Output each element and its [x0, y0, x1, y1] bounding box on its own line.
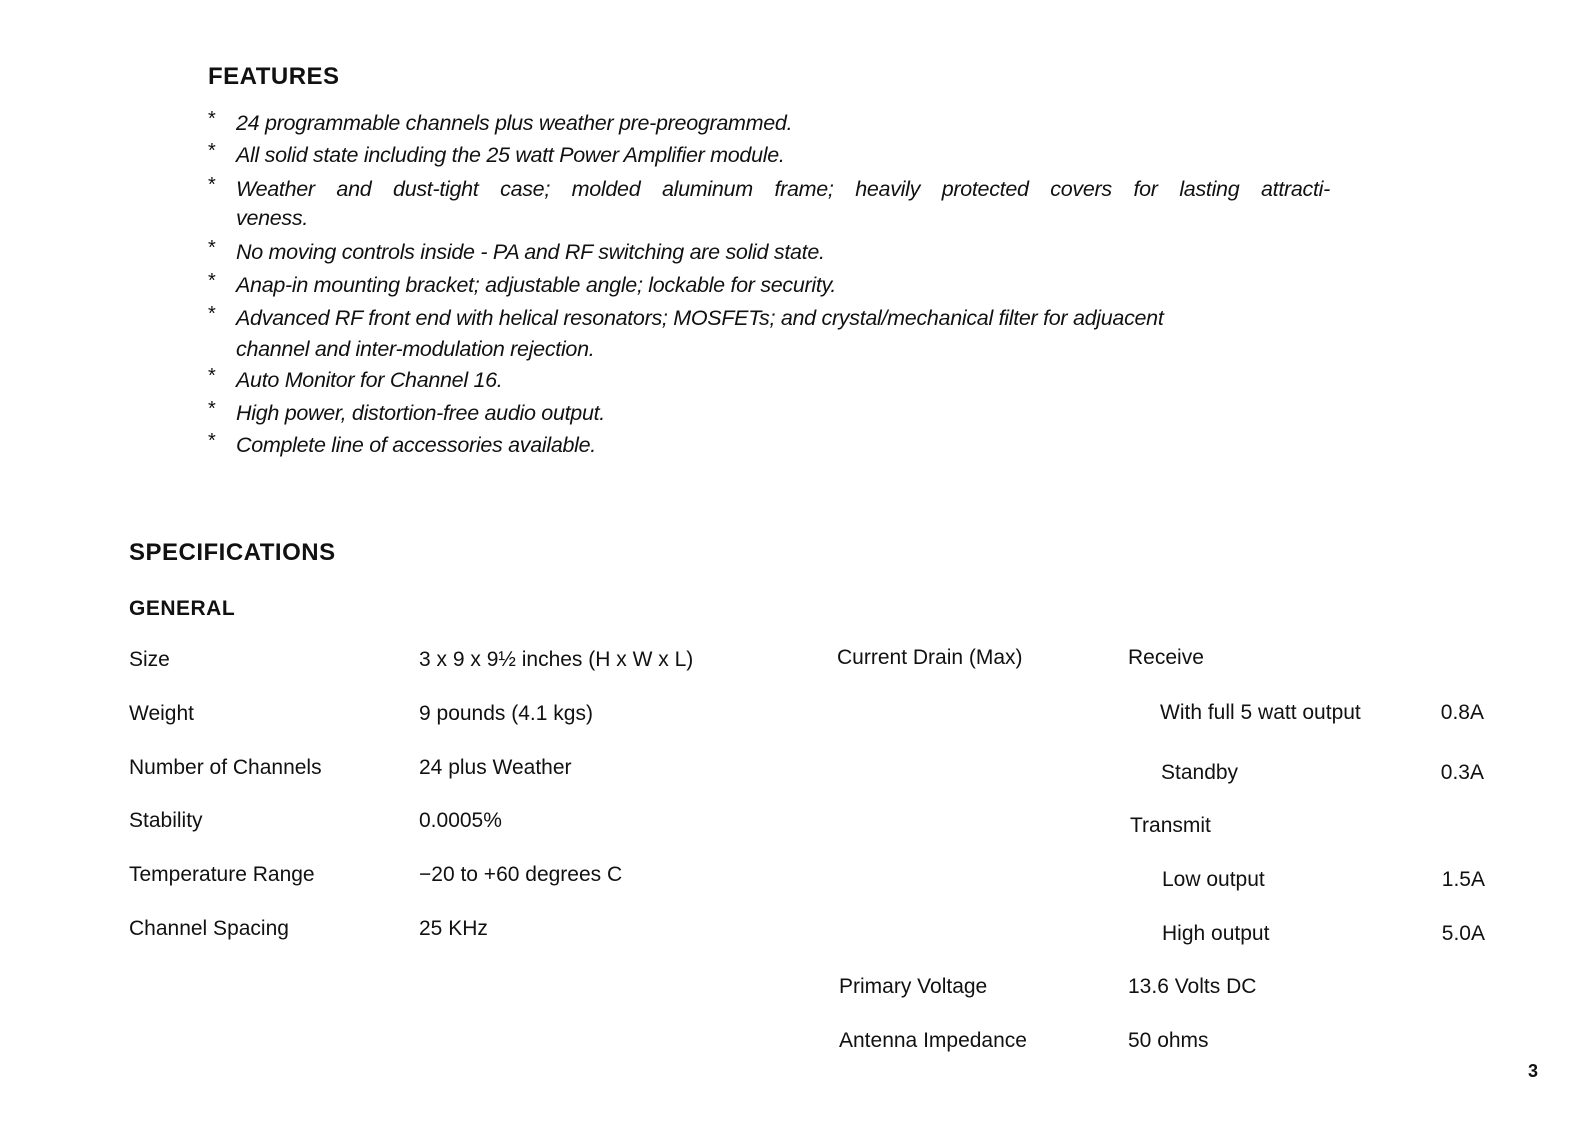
specifications-heading: SPECIFICATIONS [129, 539, 336, 566]
general-subheading: GENERAL [129, 597, 236, 620]
transmit-label: Transmit [1130, 814, 1211, 837]
spec-label: Channel Spacing [129, 917, 289, 940]
feature-item-line: Auto Monitor for Channel 16. [236, 368, 503, 392]
spec-sub-value: 5.0A [1441, 922, 1485, 945]
spec-value: 24 plus Weather [419, 756, 572, 779]
feature-item-line: All solid state including the 25 watt Power Amplifier module. [236, 143, 785, 167]
spec-sub-label: Standby [1161, 761, 1239, 784]
spec-label: Stability [129, 809, 203, 832]
spec-sub-value: 1.5A [1441, 868, 1485, 891]
feature-item-line: No moving controls inside - PA and RF switching are solid state. [236, 240, 825, 264]
feature-item-line: 24 programmable channels plus weather pre-preogrammed. [236, 111, 793, 135]
spec-value: 25 KHz [419, 917, 488, 940]
spec-value: 9 pounds (4.1 kgs) [419, 702, 593, 725]
page-number: 3 [1528, 1061, 1539, 1081]
receive-label: Receive [1128, 646, 1204, 669]
spec-label: Number of Channels [129, 756, 322, 779]
feature-item-line: veness. [236, 206, 308, 230]
bullet-icon: * [208, 174, 216, 196]
bullet-icon: * [208, 140, 216, 162]
spec-value: 3 x 9 x 9½ inches (H x W x L) [419, 648, 694, 671]
antenna-impedance-value: 50 ohms [1128, 1029, 1209, 1052]
spec-value: 0.0005% [419, 809, 502, 832]
primary-voltage-label: Primary Voltage [839, 975, 988, 998]
spec-label: Size [129, 648, 170, 671]
feature-item-line: High power, distortion-free audio output. [236, 401, 605, 425]
bullet-icon: * [208, 237, 216, 259]
spec-sub-value: 0.3A [1440, 761, 1484, 784]
bullet-icon: * [208, 270, 216, 292]
bullet-icon: * [208, 108, 216, 130]
bullet-icon: * [208, 365, 216, 387]
spec-label: Temperature Range [129, 863, 315, 886]
features-heading: FEATURES [208, 63, 340, 90]
feature-item-line: Complete line of accessories available. [236, 433, 596, 457]
bullet-icon: * [208, 398, 216, 420]
bullet-icon: * [208, 430, 216, 452]
feature-item-line: Weather and dust-tight case; molded aluminum frame; heavily protected covers for lasting attracti- [236, 177, 1330, 201]
bullet-icon: * [208, 303, 216, 325]
primary-voltage-value: 13.6 Volts DC [1128, 975, 1257, 998]
spec-label: Weight [129, 702, 194, 725]
spec-value: −20 to +60 degrees C [419, 863, 623, 886]
spec-sub-value: 0.8A [1440, 701, 1484, 724]
current-drain-label: Current Drain (Max) [837, 646, 1023, 669]
antenna-impedance-label: Antenna Impedance [839, 1029, 1027, 1052]
spec-sub-label: With full 5 watt output [1160, 701, 1361, 724]
feature-item-line: Advanced RF front end with helical resonators; MOSFETs; and crystal/mechanical filter for adjuacent [236, 306, 1164, 330]
spec-sub-label: High output [1162, 922, 1270, 945]
feature-item-line: channel and inter-modulation rejection. [236, 337, 595, 361]
spec-sub-label: Low output [1162, 868, 1265, 891]
feature-item-line: Anap-in mounting bracket; adjustable angle; lockable for security. [236, 273, 837, 297]
